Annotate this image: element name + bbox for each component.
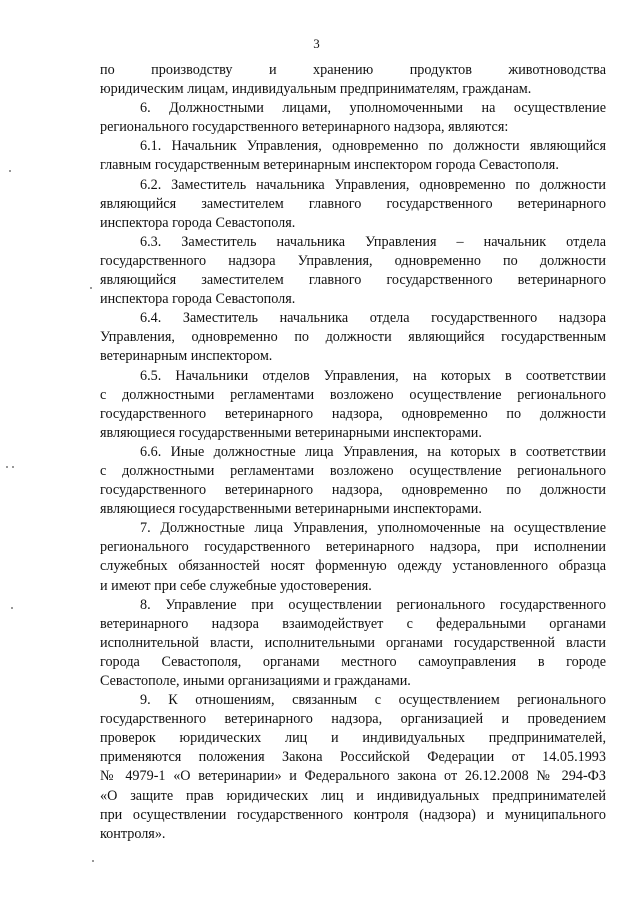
text-line: инспектора города Севастополя.	[100, 214, 296, 231]
text-line: с должностными регламентами возложено осуществление регионального	[100, 462, 606, 479]
text-line: исполнительной власти, исполнительными органами государственной власти	[100, 634, 606, 651]
text-line: регионального государственного ветеринарного надзора, являются:	[100, 119, 509, 136]
text-line: государственного ветеринарного надзора, одновременно по должности	[100, 405, 606, 422]
scan-speck	[92, 860, 94, 862]
text-line: 6.4. Заместитель начальника отдела государственного надзора	[140, 310, 606, 327]
scan-speck	[11, 607, 13, 609]
text-line: проверок юридических лиц и индивидуальных предпринимателей,	[100, 730, 606, 747]
text-line: юридическим лицам, индивидуальным предпринимателям, гражданам.	[100, 81, 532, 98]
text-line: 6.6. Иные должностные лица Управления, на которых в соответствии	[140, 443, 606, 460]
text-line: Севастополе, иными организациями и гражданами.	[100, 673, 411, 689]
paragraph	[100, 519, 606, 595]
document-body	[100, 61, 606, 844]
page-number: 3	[313, 36, 320, 51]
paragraph	[100, 309, 606, 366]
paragraph	[100, 233, 606, 309]
text-line: ветеринарного надзора взаимодействует с федеральными органами	[100, 615, 606, 632]
text-line: государственного надзора Управления, одновременно по должности	[100, 252, 606, 269]
text-line: Управления, одновременно по должности являющийся государственным	[100, 329, 606, 346]
text-line: № 4979-1 «О ветеринарии» и Федерального закона от 26.12.2008 № 294-ФЗ	[100, 768, 606, 785]
text-line: 6. Должностными лицами, уполномоченными на осуществление	[140, 100, 606, 117]
text-line: 6.2. Заместитель начальника Управления, одновременно по должности	[140, 176, 606, 193]
paragraph	[100, 596, 606, 691]
paragraph	[100, 367, 606, 443]
text-line: 8. Управление при осуществлении регионального государственного	[140, 596, 606, 613]
paragraph	[100, 176, 606, 233]
text-line: ветеринарным инспектором.	[100, 348, 273, 365]
text-line: и имеют при себе служебные удостоверения.	[100, 577, 372, 594]
text-line: города Севастополя, органами местного самоуправления в городе	[100, 653, 606, 670]
text-line: являющиеся государственными ветеринарными инспекторами.	[100, 501, 482, 518]
text-line: главным государственным ветеринарным инспектором города Севастополя.	[100, 157, 559, 174]
text-line: государственного ветеринарного надзора, одновременно по должности	[100, 482, 606, 499]
scan-speck	[6, 466, 8, 468]
text-line: по производству и хранению продуктов животноводства	[100, 62, 606, 78]
text-line: при осуществлении государственного контроля (надзора) и муниципального	[100, 806, 606, 823]
text-line: являющийся заместителем главного государственного ветеринарного	[100, 195, 606, 212]
text-line: 6.1. Начальник Управления, одновременно по должности являющийся	[140, 138, 606, 155]
text-line: являющийся заместителем главного государственного ветеринарного	[100, 272, 606, 289]
text-line: инспектора города Севастополя.	[100, 291, 296, 308]
text-line: регионального государственного ветеринарного надзора, при исполнении	[100, 539, 606, 556]
text-line: 7. Должностные лица Управления, уполномоченные на осуществление	[140, 520, 606, 537]
text-line: применяются положения Закона Российской Федерации от 14.05.1993	[100, 749, 606, 766]
text-line: 6.5. Начальники отделов Управления, на которых в соответствии	[140, 367, 606, 384]
text-line: с должностными регламентами возложено осуществление регионального	[100, 386, 606, 403]
paragraph	[100, 443, 606, 519]
paragraph	[100, 61, 606, 99]
text-line: 9. К отношениям, связанным с осуществлением регионального	[140, 692, 606, 709]
text-line: государственного ветеринарного надзора, организацией и проведением	[100, 711, 606, 728]
paragraph	[100, 691, 606, 844]
scan-speck	[12, 466, 14, 468]
text-line: служебных обязанностей носят форменную одежду установленного образца	[100, 558, 606, 575]
text-line: являющиеся государственными ветеринарными инспекторами.	[100, 424, 482, 441]
text-line: контроля».	[100, 825, 166, 842]
paragraph	[100, 99, 606, 137]
text-line: «О защите прав юридических лиц и индивидуальных предпринимателей	[100, 787, 606, 804]
text-line: 6.3. Заместитель начальника Управления – начальник отдела	[140, 233, 606, 250]
scan-speck	[9, 170, 11, 172]
paragraph	[100, 137, 606, 175]
scan-speck	[90, 287, 92, 289]
